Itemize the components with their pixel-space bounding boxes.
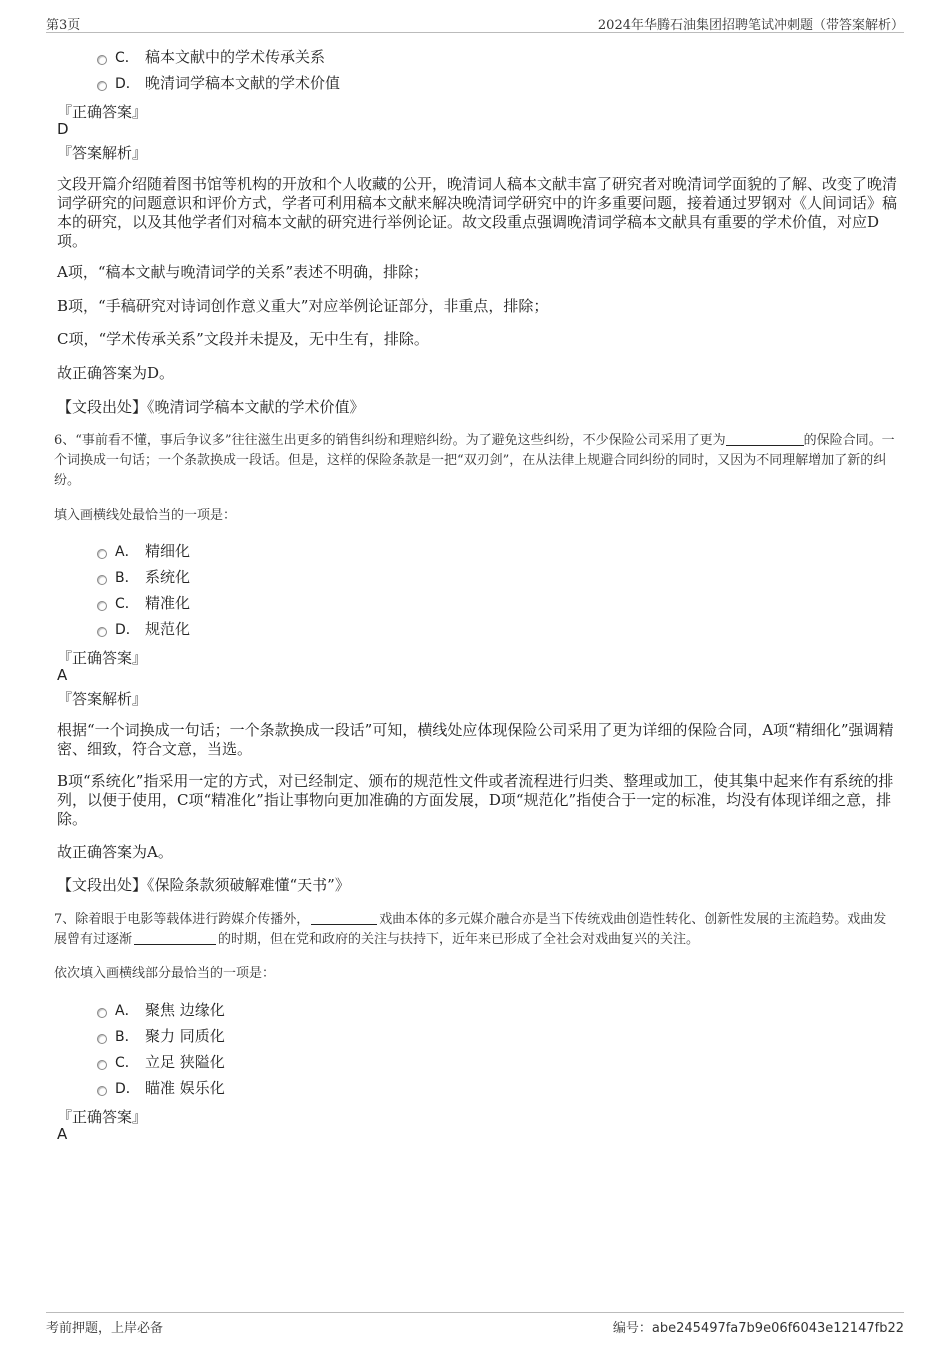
page-number: 第3页 [46,18,81,33]
q5-option-d[interactable]: D． 晚清词学稿本文献的学术价值 [97,73,340,93]
fill-blank [134,930,216,945]
q5-analysis-label: 『答案解析』 [57,144,148,162]
q7-option-a[interactable]: A． 聚焦 边缘化 [97,1000,225,1020]
q6-analysis-para: B项“系统化”指采用一定的方式，对已经制定、颁布的规范性文件或者流程进行归类、整理或加工，使其集中起来作有系统的排列，以便于使用，C项“精准化”指让事物向更加准确的方面发展，D项“规范化”指使合于一定的标准，均没有体现详细之意，排除。 [57,772,894,828]
page-footer [46,1312,904,1336]
document-title: 2024年华腾石油集团招聘笔试冲刺题（带答案解析） [597,18,904,33]
q7-answer-label: 『正确答案』 [57,1108,148,1126]
page-header [46,14,904,33]
q6-answer: A [57,666,68,684]
q5-answer: D [57,120,69,138]
document-code: 编号：abe245497fa7b9e06f6043e12147fb22 [612,1321,904,1336]
footer-slogan: 考前押题，上岸必备 [46,1321,164,1336]
radio-icon[interactable] [97,81,107,91]
q6-option-b[interactable]: B． 系统化 [97,567,190,587]
q6-source: 【文段出处】《保险条款须破解难懂“天书”》 [57,876,350,894]
q5-analysis-para: A项，“稿本文献与晚清词学的关系”表述不明确，排除； [57,263,429,281]
radio-icon[interactable] [97,1034,107,1044]
q6-option-d[interactable]: D． 规范化 [97,619,190,639]
q6-option-c[interactable]: C． 精准化 [97,593,190,613]
radio-icon[interactable] [97,55,107,65]
radio-icon[interactable] [97,1008,107,1018]
q7-prompt: 依次填入画横线部分最恰当的一项是： [54,966,276,981]
radio-icon[interactable] [97,601,107,611]
radio-icon[interactable] [97,549,107,559]
q5-answer-label: 『正确答案』 [57,103,148,121]
q6-analysis-para: 故正确答案为A。 [57,843,173,861]
radio-icon[interactable] [97,1086,107,1096]
q6-stem: 6、“事前看不懂，事后争议多”往往滋生出更多的销售纠纷和理赔纠纷。为了避免这些纠纷，不少保险公司采用了更为 的保险合同。一个词换成一句话；一个条款换成一段话。但是，这样的保险条款是一把“双刃剑”，在从法律上规避合同纠纷的同时，又因为不同理解增加了新的纠纷。 [54,433,895,488]
radio-icon[interactable] [97,627,107,637]
fill-blank [726,431,804,446]
q5-analysis-para: B项，“手稿研究对诗词创作意义重大”对应举例论证部分，非重点，排除； [57,297,549,315]
q5-option-c[interactable]: C． 稿本文献中的学术传承关系 [97,47,325,67]
q7-option-c[interactable]: C． 立足 狭隘化 [97,1052,225,1072]
fill-blank [311,910,377,925]
q6-analysis-label: 『答案解析』 [57,690,148,708]
radio-icon[interactable] [97,1060,107,1070]
q6-analysis-para: 根据“一个词换成一句话；一个条款换成一段话”可知，横线处应体现保险公司采用了更为详细的保险合同，A项“精细化”强调精密、细致，符合文意，当选。 [57,721,894,758]
radio-icon[interactable] [97,575,107,585]
q7-stem: 7、除着眼于电影等载体进行跨媒介传播外， 戏曲本体的多元媒介融合亦是当下传统戏曲创造性转化、创新性发展的主流趋势。戏曲发展曾有过逐渐 的时期，但在党和政府的关注与扶持下，近年来已形成了全社会对戏曲复兴的关注。 [54,912,887,947]
q6-prompt: 填入画横线处最恰当的一项是： [54,508,237,523]
q6-option-a[interactable]: A． 精细化 [97,541,190,561]
q5-analysis-para: 故正确答案为D。 [57,364,175,382]
q5-source: 【文段出处】《晚清词学稿本文献的学术价值》 [57,398,365,416]
q7-option-b[interactable]: B． 聚力 同质化 [97,1026,225,1046]
q7-option-d[interactable]: D． 瞄准 娱乐化 [97,1078,225,1098]
q5-analysis-para: 文段开篇介绍随着图书馆等机构的开放和个人收藏的公开，晚清词人稿本文献丰富了研究者对晚清词学面貌的了解、改变了晚清词学研究的问题意识和评价方式，学者可利用稿本文献来解决晚清词学研究中的许多重要问题，接着通过罗钢对《人间词话》稿本的研究，以及其他学者们对稿本文献的研究进行举例论证。故文段重点强调晚清词学稿本文献具有重要的学术价值，对应D项。 [57,175,898,250]
q6-answer-label: 『正确答案』 [57,649,148,667]
q5-analysis-para: C项，“学术传承关系”文段并未提及，无中生有，排除。 [57,330,429,348]
q7-answer: A [57,1125,68,1143]
